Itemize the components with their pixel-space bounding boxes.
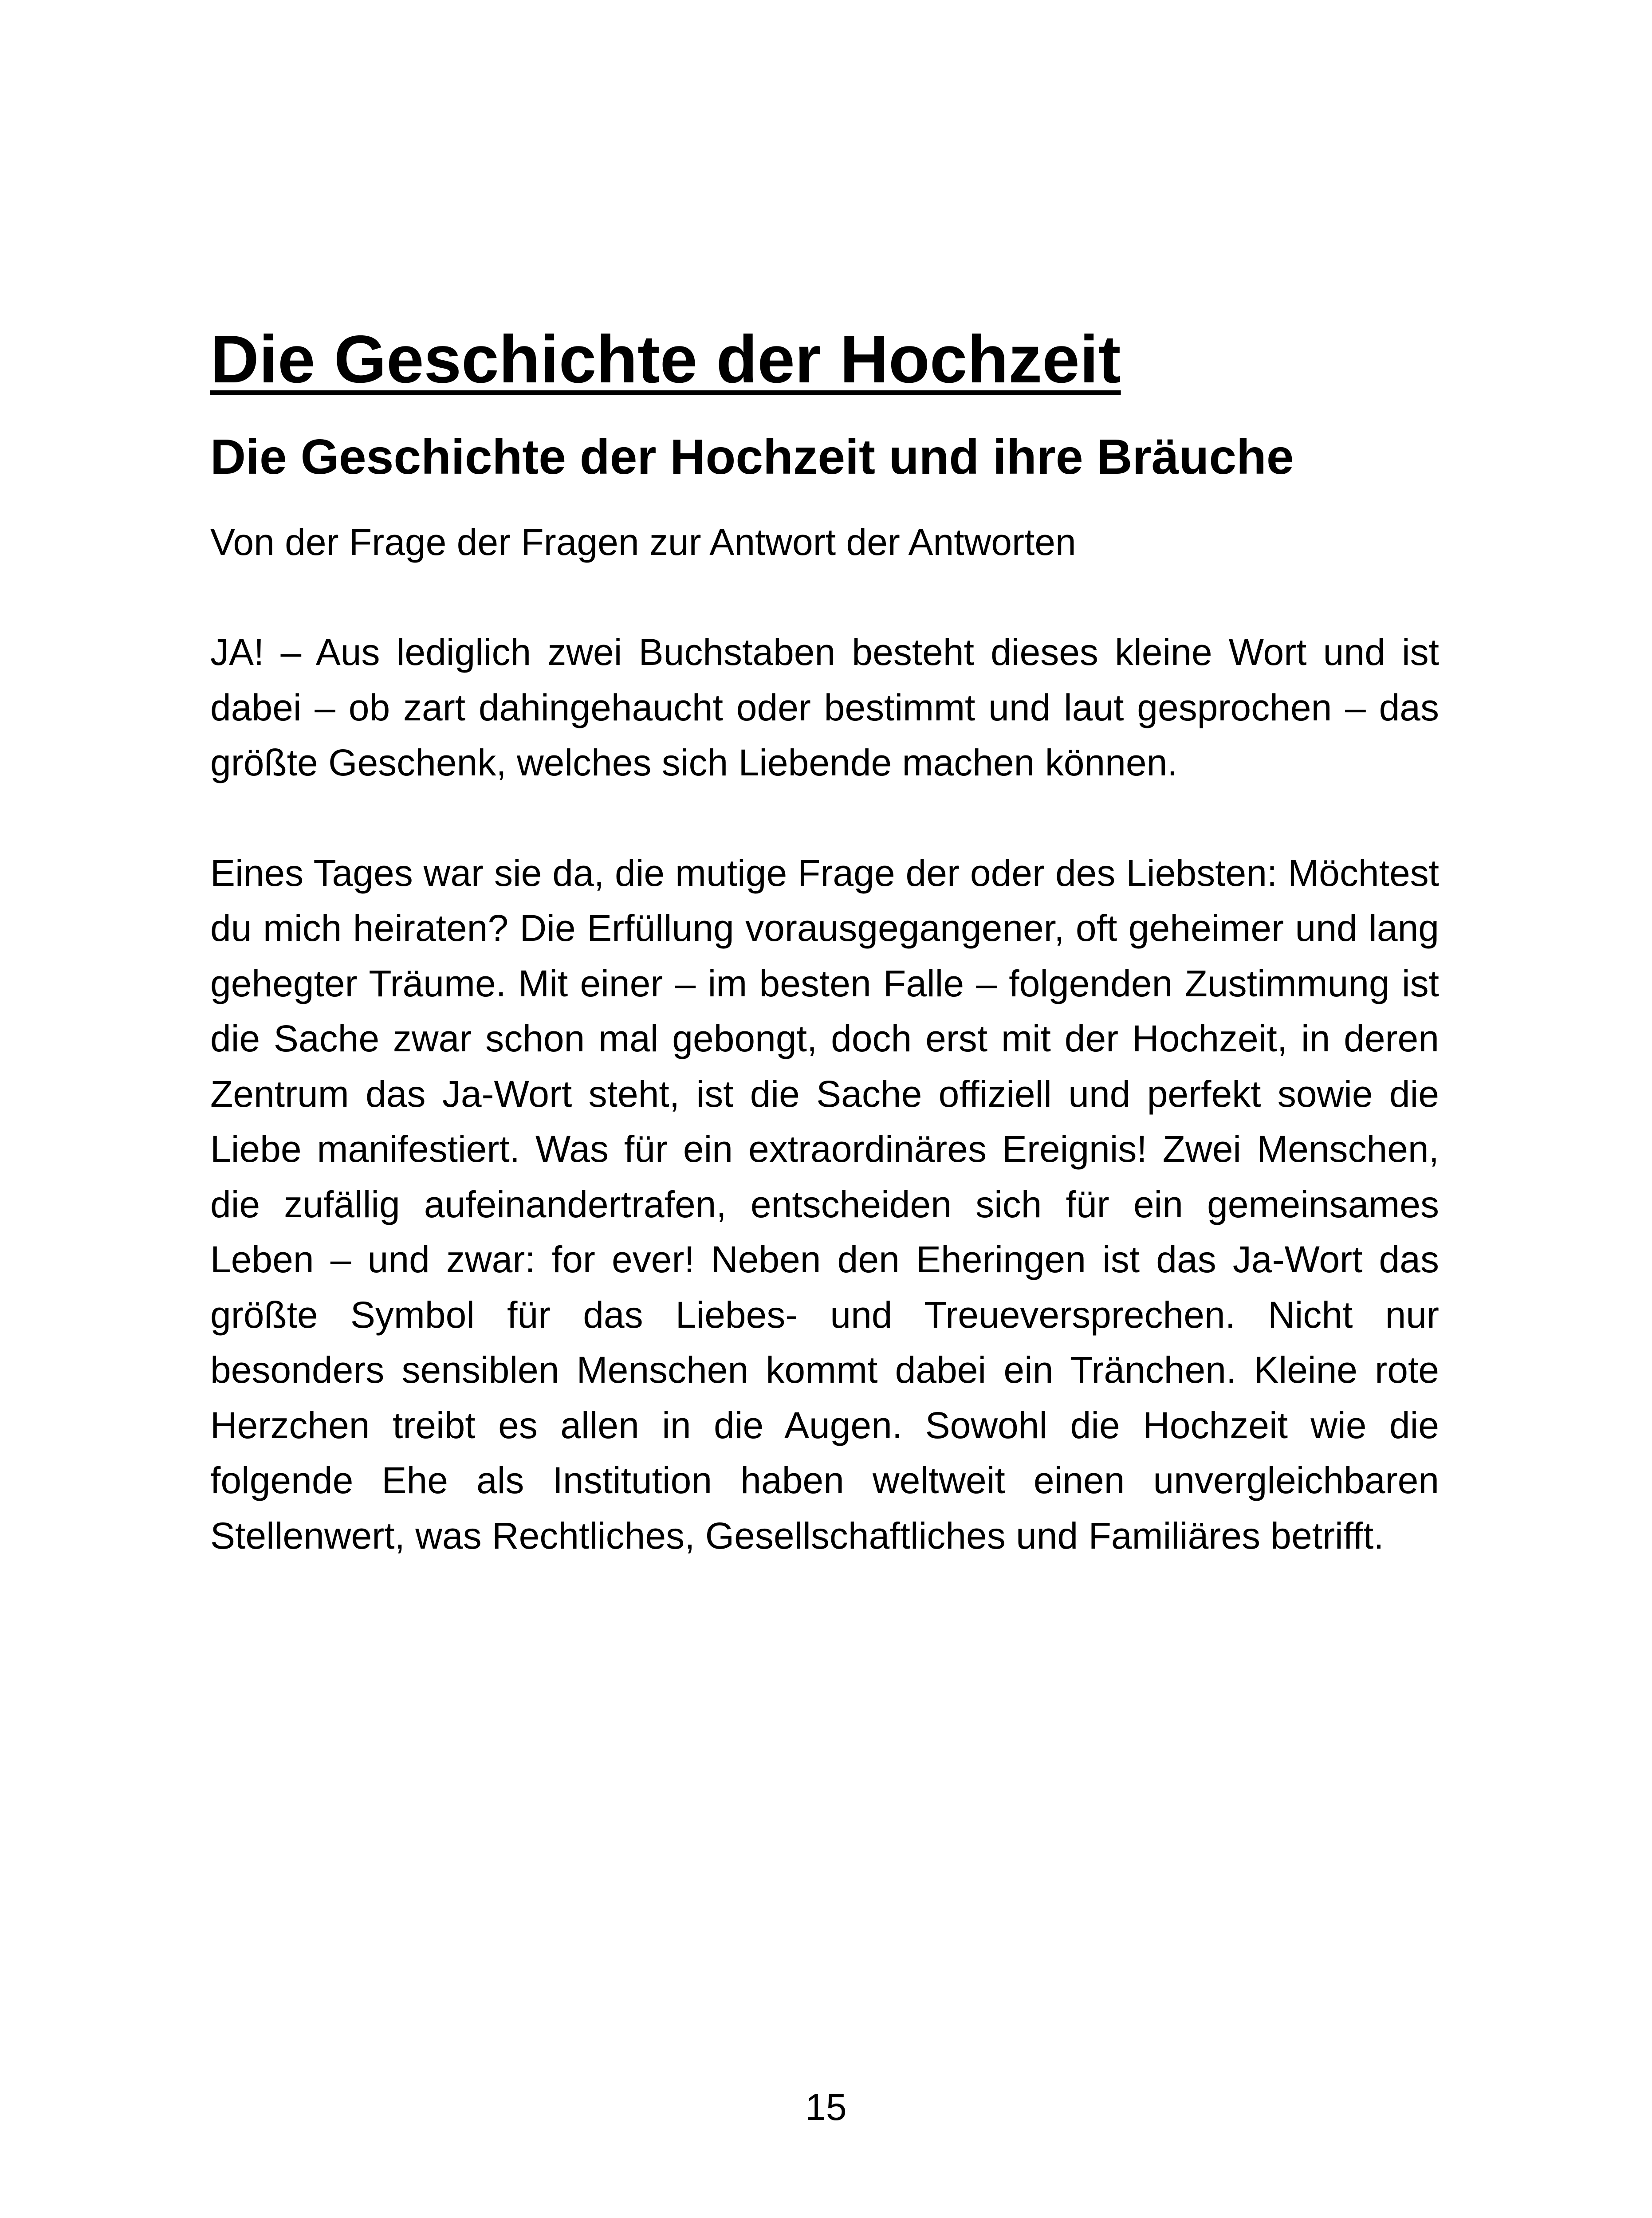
chapter-title: Die Geschichte der Hochzeit bbox=[210, 322, 1121, 397]
body-paragraph-1: JA! – Aus lediglich zwei Buchstaben besteht dieses kleine Wort und ist dabei – ob zart dahingehaucht oder bestimmt und laut gesprochen – das größte Geschenk, welches sich Liebende machen können. bbox=[210, 631, 1439, 783]
body-paragraph-2: Eines Tages war sie da, die mutige Frage der oder des Liebsten: Möchtest du mich heiraten? Die Erfüllung vorausgegangener, oft geheimer und lang gehegter Träume. Mit einer – im besten Falle – folgenden Zustimmung ist die Sache zwar schon mal gebongt, doch erst mit der Hochzeit, in deren Zentrum das Ja-Wort steht, ist die Sache offiziell und perfekt sowie die Liebe manifestiert. Was für ein extraordinäres Ereignis! Zwei Menschen, die zufällig aufeinandertrafen, entscheiden sich für ein gemeinsames Leben – und zwar: for ever! Neben den Eheringen ist das Ja-Wort das größte Symbol für das Liebes- und Treueversprechen. Nicht nur besonders sensiblen Menschen kommt dabei ein Tränchen. Kleine rote Herzchen treibt es allen in die Augen. Sowohl die Hochzeit wie die folgende Ehe als Institution haben weltweit einen unvergleichbaren Stellenwert, was Rechtliches, Gesellschaftliches und Familiäres betrifft. bbox=[210, 852, 1439, 1557]
chapter-subtitle: Die Geschichte der Hochzeit und ihre Bräuche bbox=[210, 429, 1294, 484]
page-number: 15 bbox=[805, 2086, 847, 2128]
chapter-intro: Von der Frage der Fragen zur Antwort der Antworten bbox=[210, 521, 1076, 563]
page-content bbox=[210, 319, 1439, 1563]
